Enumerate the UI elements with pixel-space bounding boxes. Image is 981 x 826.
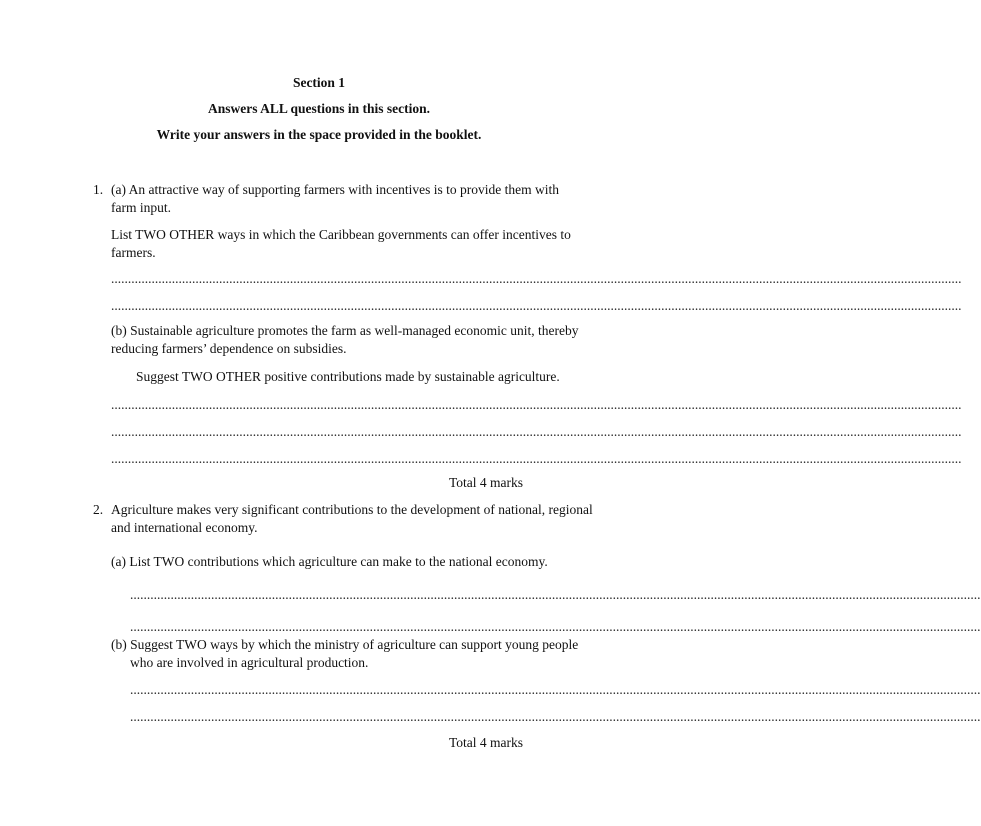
instruction-answer-all: Answers ALL questions in this section. (207, 101, 431, 116)
question-2b-text-line1: (b) Suggest TWO ways by which the ministry of agriculture can support young people (111, 637, 579, 652)
answer-line-2a-1[interactable]: ............................................................................................................................................................................................................................................................ (130, 587, 981, 602)
answer-line-1b-1[interactable]: ............................................................................................................................................................................................................................................................ (111, 397, 962, 412)
question-2-number: 2. (93, 502, 104, 517)
answer-line-2a-2[interactable]: ............................................................................................................................................................................................................................................................ (130, 619, 981, 634)
question-1b-text-line2: reducing farmers’ dependence on subsidies. (111, 341, 347, 356)
question-1a-task-line2: farmers. (111, 245, 156, 260)
question-2-stem-line2: and international economy. (111, 520, 258, 535)
answer-line-1a-2[interactable]: ............................................................................................................................................................................................................................................................ (111, 298, 962, 313)
section-title: Section 1 (292, 75, 346, 90)
question-1b-task: Suggest TWO OTHER positive contributions made by sustainable agriculture. (136, 369, 560, 384)
answer-line-2b-1[interactable]: ............................................................................................................................................................................................................................................................ (130, 682, 981, 697)
question-2b-text-line2: who are involved in agricultural production. (130, 655, 369, 670)
question-1-number: 1. (93, 182, 104, 197)
answer-line-1b-2[interactable]: ............................................................................................................................................................................................................................................................ (111, 424, 962, 439)
question-1b-text-line1: (b) Sustainable agriculture promotes the farm as well-managed economic unit, thereby (111, 323, 579, 338)
question-1a-task-line1: List TWO OTHER ways in which the Caribbean governments can offer incentives to (111, 227, 571, 242)
question-1a-text-line1: (a) An attractive way of supporting farmers with incentives is to provide them with (111, 182, 560, 197)
question-2-total-marks: Total 4 marks (449, 735, 524, 750)
question-2-stem-line1: Agriculture makes very significant contributions to the development of national, regional (111, 502, 593, 517)
answer-line-1a-1[interactable]: ............................................................................................................................................................................................................................................................ (111, 271, 962, 286)
question-1a-text-line2: farm input. (111, 200, 171, 215)
question-2a-text: (a) List TWO contributions which agriculture can make to the national economy. (111, 554, 548, 569)
answer-line-1b-3[interactable]: ............................................................................................................................................................................................................................................................ (111, 451, 962, 466)
instruction-write-space: Write your answers in the space provided in the booklet. (156, 127, 482, 142)
answer-line-2b-2[interactable]: ............................................................................................................................................................................................................................................................ (130, 709, 981, 724)
question-1-total-marks: Total 4 marks (449, 475, 524, 490)
